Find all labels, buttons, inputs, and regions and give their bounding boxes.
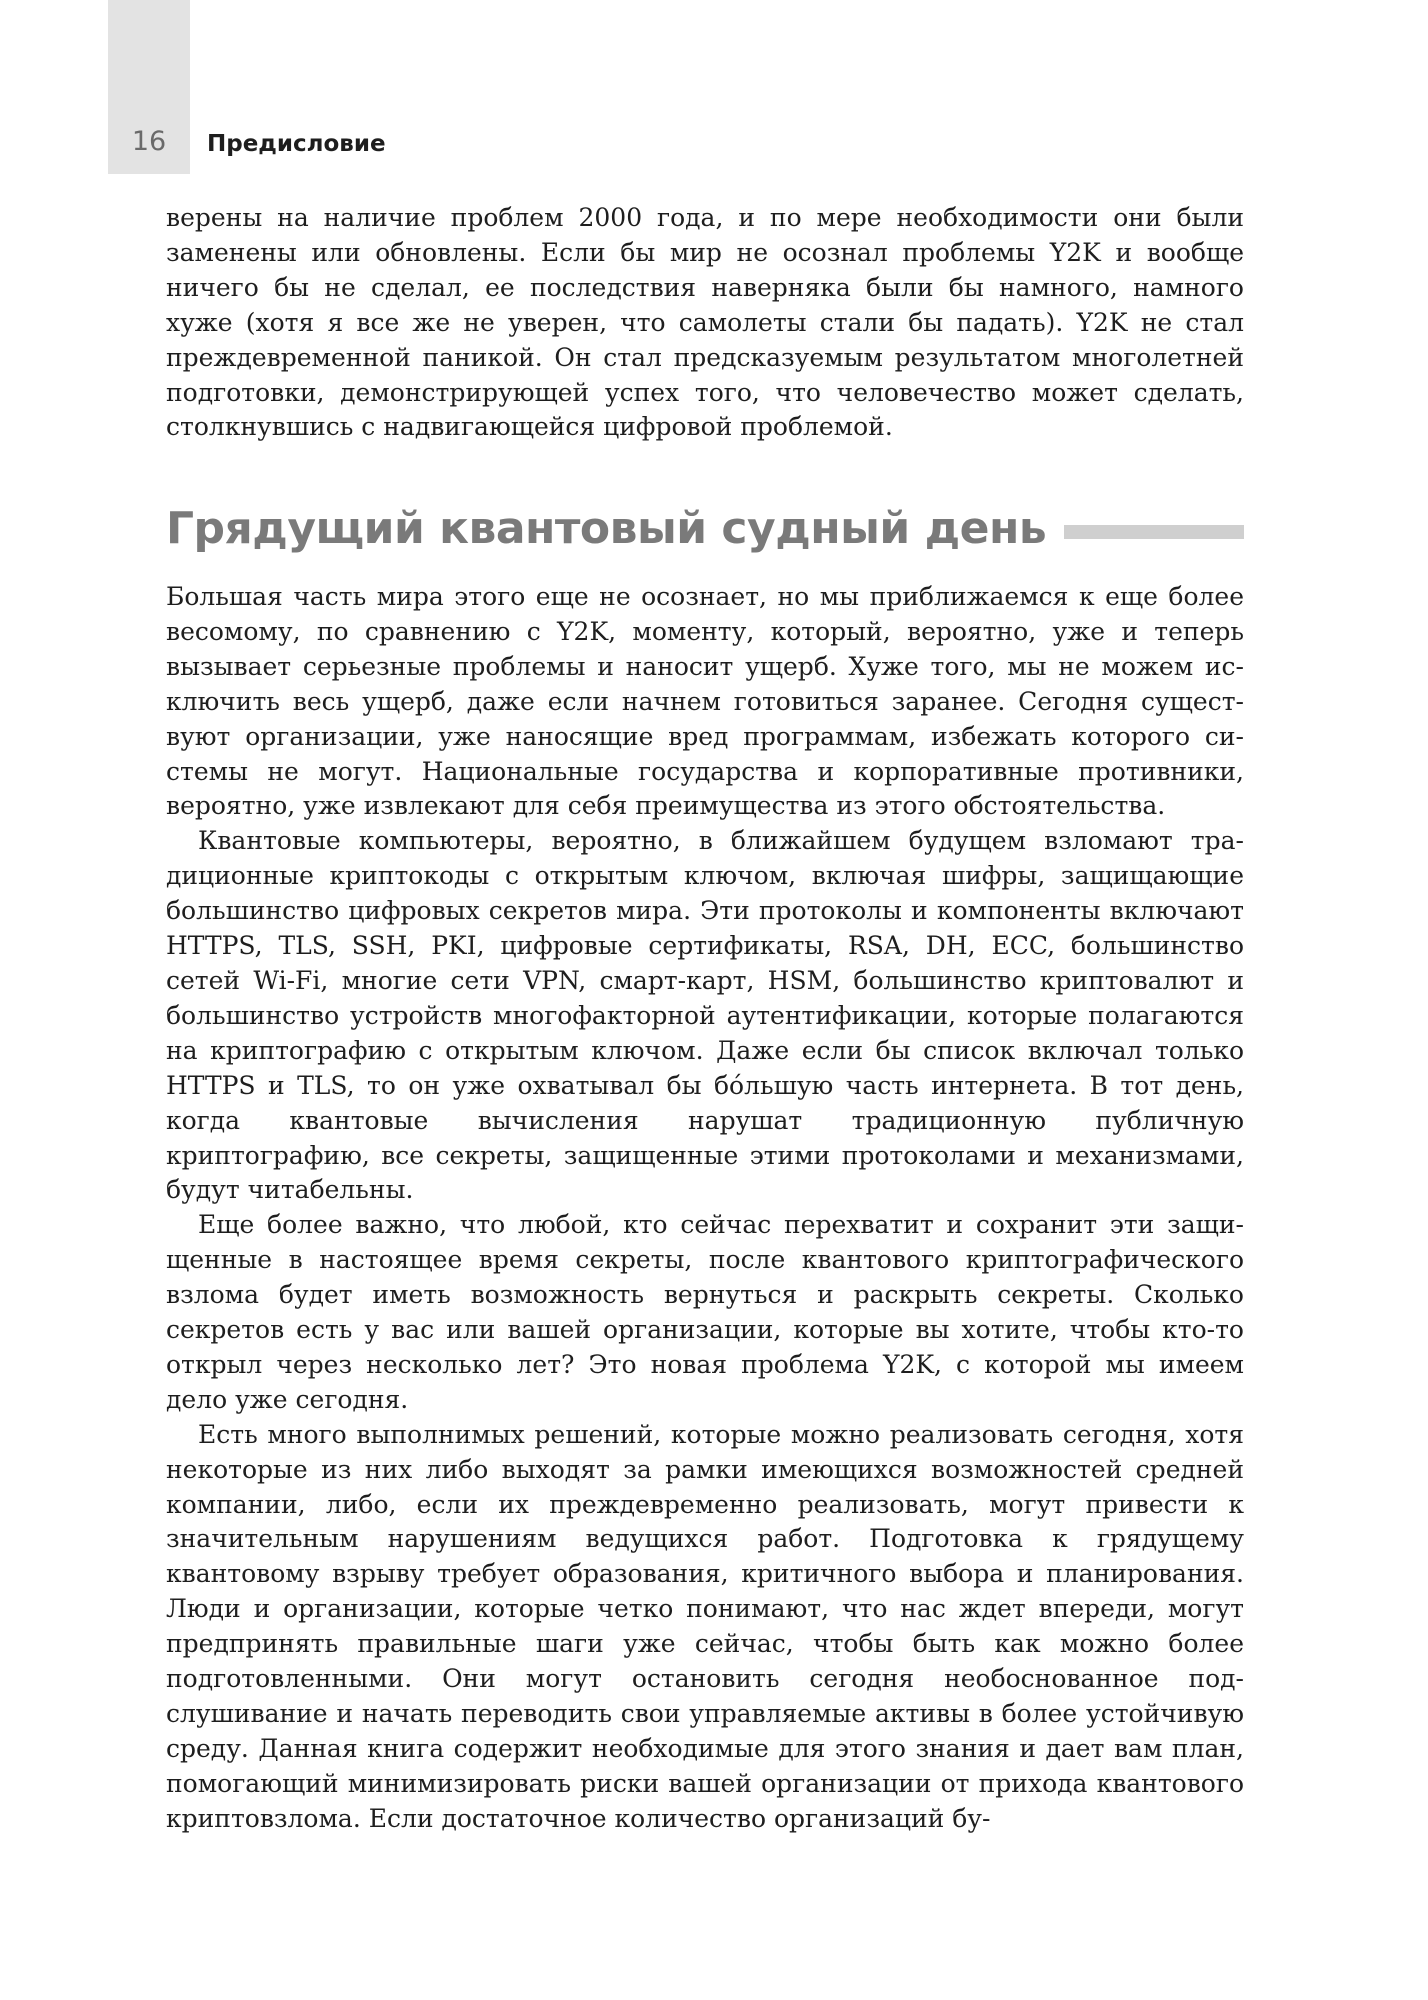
body-paragraph: Квантовые компьютеры, вероятно, в ближайшем будущем взломают традиционные криптокоды с открытым ключом, включая шифры, защищающие большинство цифровых секретов мира. Эти протоколы и компоненты включают HTTPS, TLS, SSH, PKI, цифровые сертификаты, RSA, DH, ECC, большинство сетей Wi-Fi, многие сети VPN, смарт-карт, HSM, большинство криптовалют и большинство устройств многофакторной аутентификации, которые полагаются на криптографию с открытым ключом. Даже если бы список включал только HTTPS и TLS, то он уже охватывал бы бóльшую часть интернета. В тот день, когда квантовые вычисления нарушат традиционную публичную криптографию, все секреты, защищенные этими протоколами и механизмами, будут читабельны.	[166, 826, 1244, 1205]
heading-rule	[1064, 525, 1244, 539]
intro-paragraph: верены на наличие проблем 2000 года, и по мере необходимости они были заменены или обновлены. Если бы мир не осознал проблемы Y2K и вообще ничего бы не сделал, ее последствия наверняка были бы намного, намного хуже (хотя я все же не уверен, что самолеты стали бы падать). Y2K не стал преждевременной паникой. Он стал предсказуемым результатом многолетней подготовки, демонстрирующей успех того, что человечество может сделать, столкнувшись с надвигающейся цифровой проблемой.	[166, 203, 1244, 442]
body-paragraph: Есть много выполнимых решений, которые можно реализовать сегодня, хотя некоторые из них либо выходят за рамки имеющихся возможностей средней компании, либо, если их преждевременно реализовать, могут привести к значительным нарушениям ведущихся работ. Подготовка к грядущему квантовому взрыву требует образования, критичного выбора и планирования. Люди и организации, которые четко понимают, что нас ждет впереди, могут предпринять правильные шаги уже сейчас, чтобы быть как можно более подготовленными. Они могут остановить сегодня необоснованное подслушивание и начать переводить свои управляемые активы в более устойчивую среду. Данная книга содержит необходимые для этого знания и дает вам план, помогающий минимизировать риски вашей организации от прихода квантового криптовзлома. Если достаточное количество организаций бу-	[166, 1419, 1244, 1833]
section-heading-row	[166, 494, 1244, 564]
running-head-title: Предисловие	[207, 131, 386, 157]
section-body	[166, 580, 1244, 1837]
body-paragraph: Еще более важно, что любой, кто сейчас перехватит и сохранит эти защищенные в настоящее время секреты, после квантового криптографического взлома будет иметь возможность вернуться и раскрыть секреты. Сколько секретов есть у вас или вашей организации, которые вы хотите, чтобы кто-то открыл через несколько лет? Это новая проблема Y2K, с которой мы имеем дело уже сегодня.	[166, 1210, 1244, 1414]
intro-paragraph-block	[166, 201, 1244, 445]
page-number: 16	[131, 126, 167, 157]
section-heading: Грядущий квантовый судный день	[166, 503, 1047, 554]
body-paragraph: Большая часть мира этого еще не осознает, но мы приближаемся к еще более весомому, по сравнению с Y2K, моменту, который, вероятно, уже и теперь вызывает серьезные проблемы и наносит ущерб. Хуже того, мы не можем исключить весь ущерб, даже если начнем готовиться заранее. Сегодня существуют организации, уже наносящие вред программам, избежать которого системы не могут. Национальные государства и корпоративные противники, вероятно, уже извлекают для себя преимущества из этого обстоятельства.	[166, 582, 1244, 821]
